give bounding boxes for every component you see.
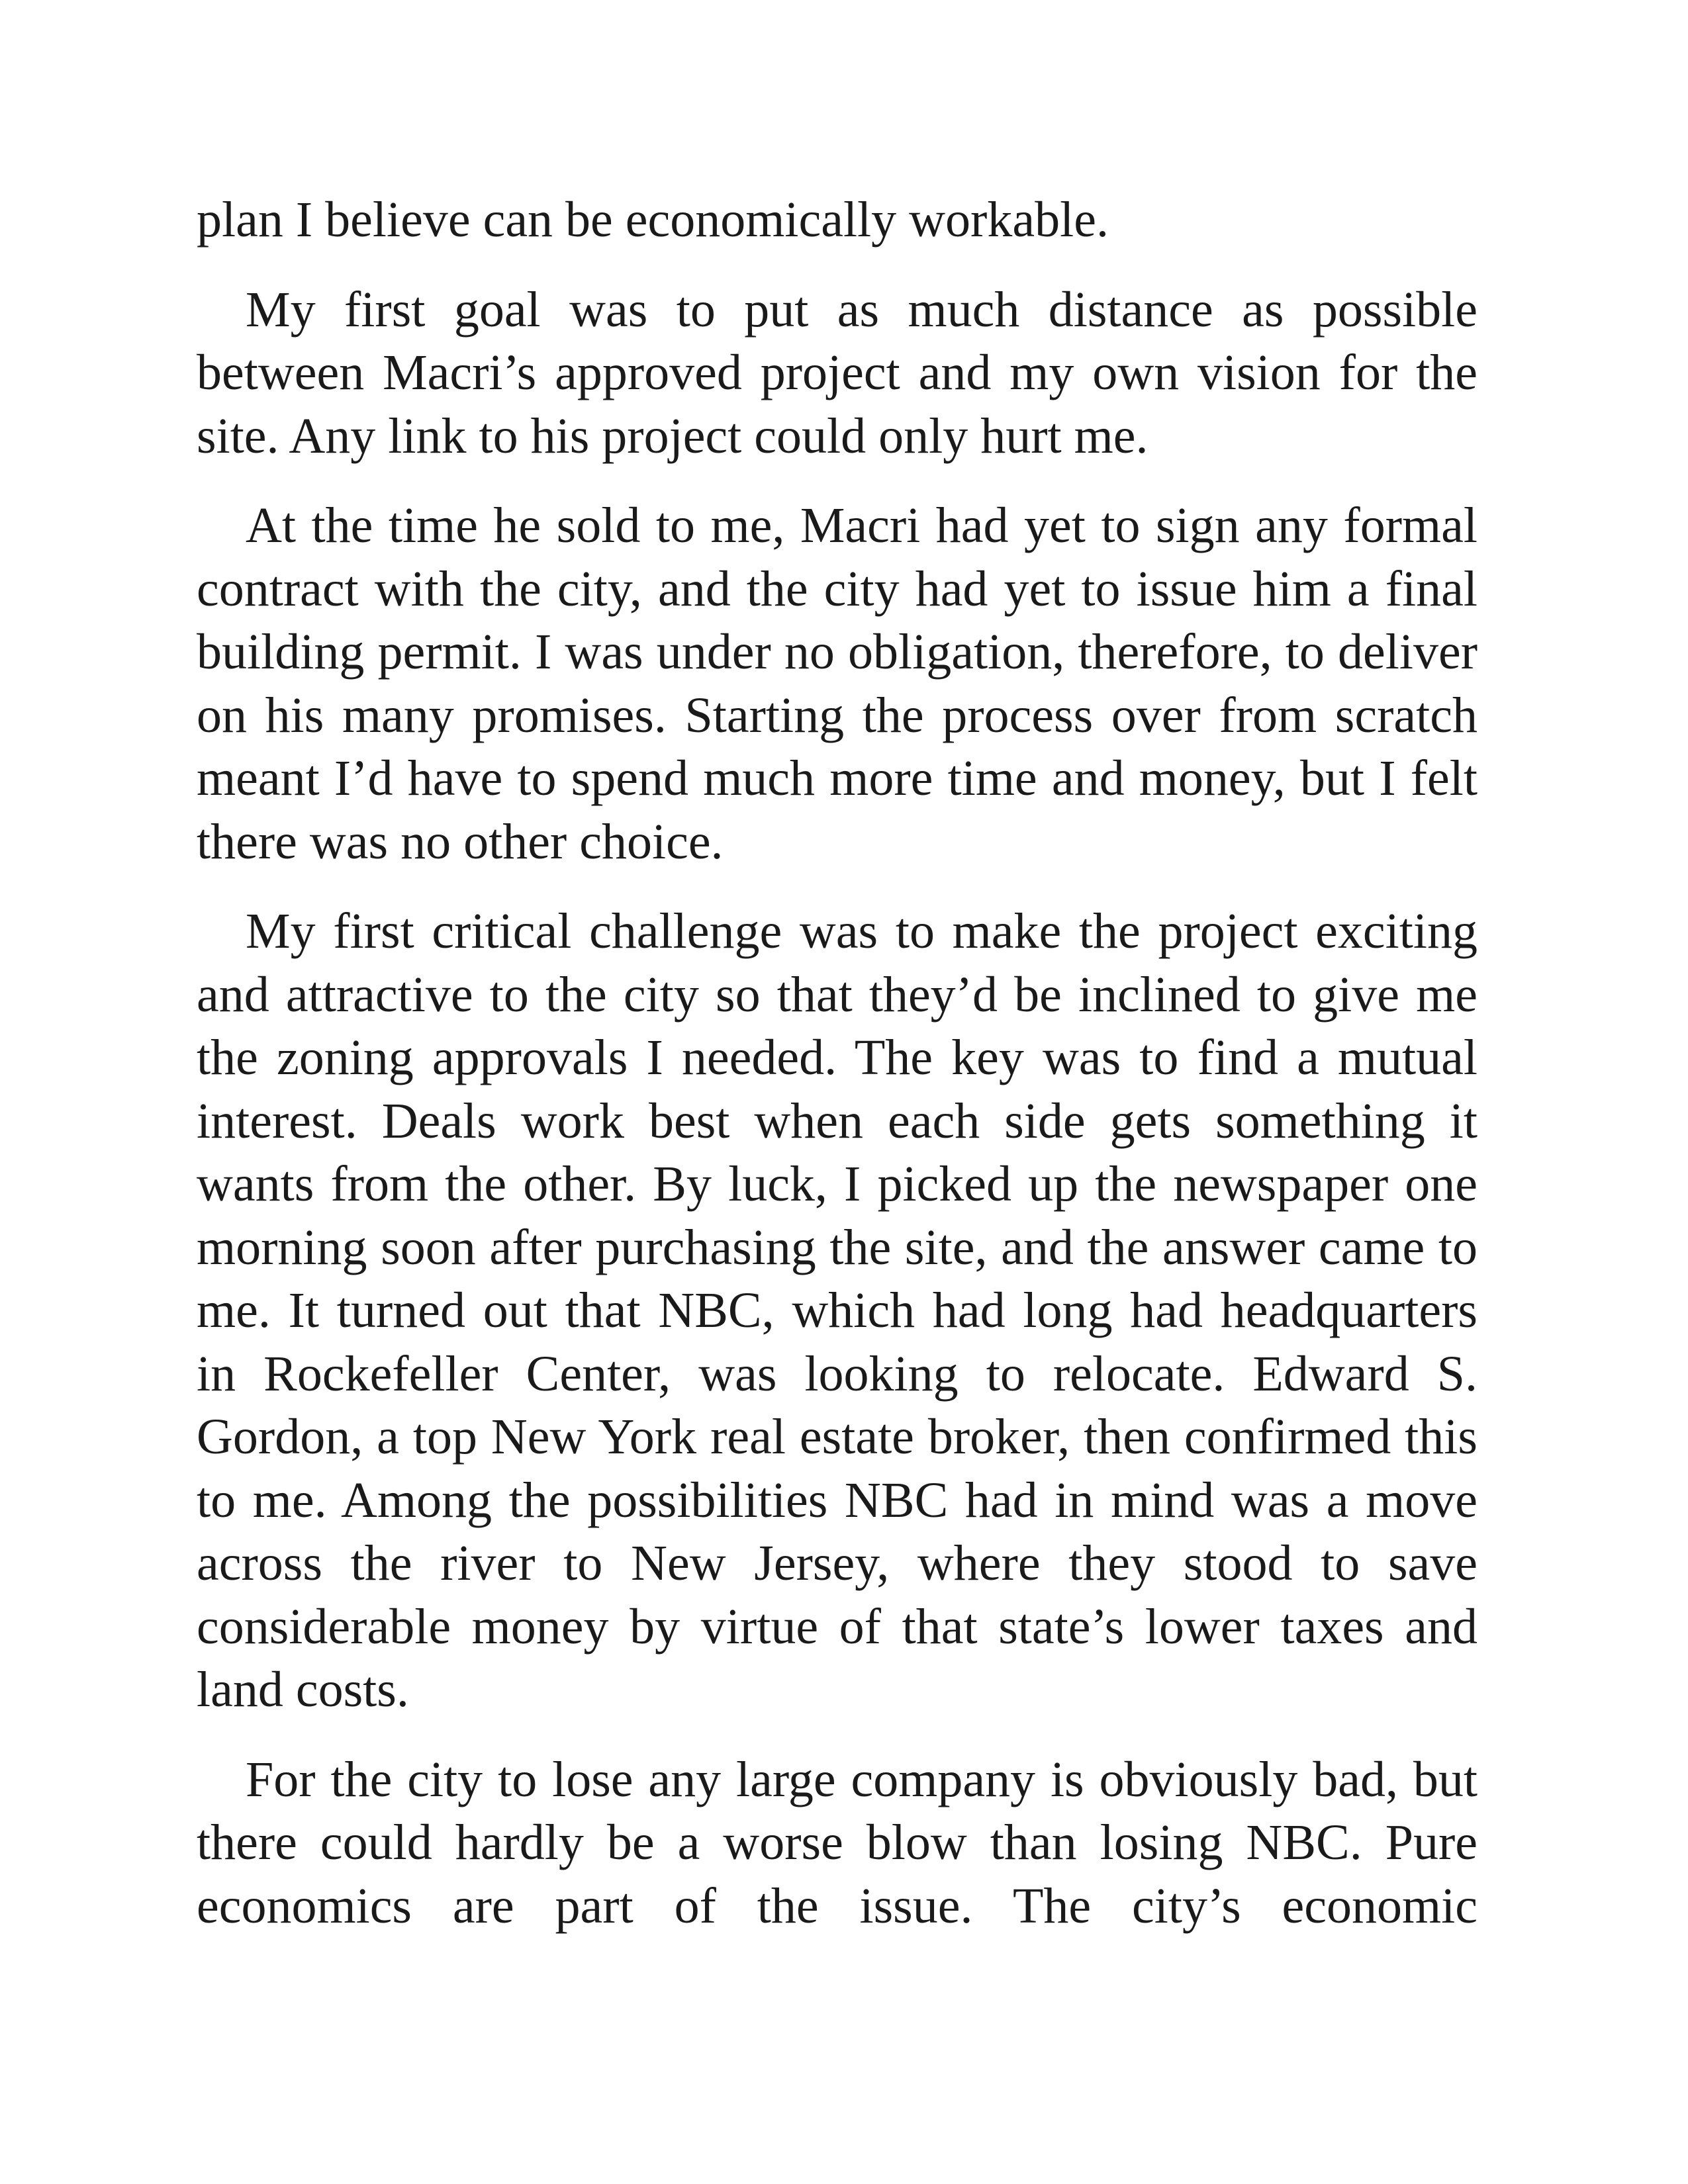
paragraph-critical-challenge: My first critical challenge was to make the project exciting and attractive to the city so that they’d be inclined to give me the zoning approvals I needed. The key was to find a mutual interest. Deals work best when each side gets something it wants from the other. By luck, I picked up the newspaper one morning soon after purchasing the site, and the answer came to me. It turned out that NBC, which had long had headquarters in Rockefeller Center, was looking to relocate. Edward S. Gordon, a top New York real estate broker, then confirmed this to me. Among the possibilities NBC had in mind was a move across the river to New Jersey, where they stood to save considerable money by virtue of that state’s lower taxes and land costs. [197,903,1477,1717]
paragraph-continuation: plan I believe can be economically workable. [197,192,1109,248]
paragraph-first-goal: My first goal was to put as much distance as possible between Macri’s approved project and my own vision for the site. Any link to his project could only hurt me. [197,281,1477,464]
paragraph-macri-contract: At the time he sold to me, Macri had yet to sign any formal contract with the city, and the city had yet to issue him a final building permit. I was under no obligation, therefore, to deliver on his many promises. Starting the process over from scratch meant I’d have to spend much more time and money, but I felt there was no other choice. [197,498,1477,870]
body-text [197,189,1477,1964]
paragraph-city-lose-nbc: For the city to lose any large company is obviously bad, but there could hardly be a worse blow than losing NBC. Pure economics are part of the issue. The city’s economic [197,1751,1477,1934]
